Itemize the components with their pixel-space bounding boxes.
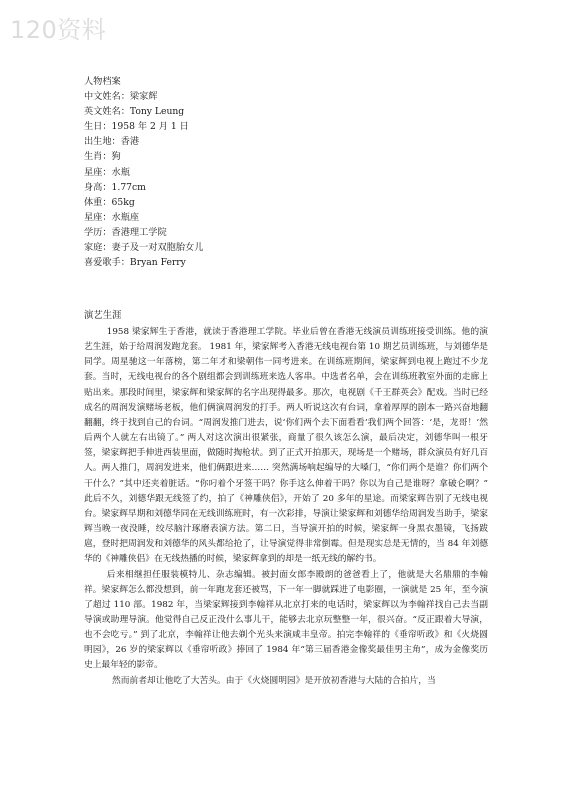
profile-row-constellation: 星座：水瓶座	[84, 211, 140, 223]
watermark: 120资料	[10, 16, 107, 44]
career-paragraph-3: 然而前者却让他吃了大苦头。由于《火烧圆明园》是开放初香港与大陆的合拍片，当	[112, 675, 436, 686]
profile-row-english-name: 英文姓名：Tony Leung	[84, 106, 185, 118]
profile-row-family: 家庭：妻子及一对双胞胎女儿	[84, 242, 204, 254]
profile-row-height: 身高：1.77cm	[84, 181, 146, 193]
profile-row-education: 学历：香港理工学院	[84, 226, 167, 238]
profile-row-birthday: 生日：1958 年 2 月 1 日	[84, 121, 189, 133]
career-body	[84, 325, 488, 689]
profile-section	[84, 74, 514, 270]
profile-heading: 人物档案	[84, 76, 121, 87]
profile-row-weight: 体重：65kg	[84, 196, 135, 208]
profile-row-zodiac: 生肖：狗	[84, 151, 121, 163]
profile-row-favorite-singer: 喜爱歌手：Bryan Ferry	[84, 257, 186, 269]
career-paragraph-1: 1958 梁家辉生于香港，就读于香港理工学院。毕业后曾在香港无线演员训练班接受训练。他的演艺生涯，始于给周润发跑龙套。 1981 年，梁家辉考入香港无线电视台第 10 期艺员训练班，与刘德华是同学。周星驰这一年落榜，第二年才和梁朝伟一同考进来。在训练班期间，梁家辉到电视上跑过不少龙套。当时，无线电视台的各个剧组都会到训练班来选人客串。中选者名单，会在训练班教室外面的走廊上贴出来。那段时间里，梁家辉和梁家辉的名字出现得最多。那次，电视剧《千王群英会》配戏。当时已经成名的周润发演赌场老板，他们俩演周润发的打手。两人听说这次有台词，拿着厚厚的剧本一路兴奋地翻翻翻，终于找到自己的台词。“周润发推门进去，说‘你们两个去下面看看’我们两个回答：‘是，龙哥！’然后两个人就左右出镜了。” 两人对这次演出很紧张，商量了很久该怎么演，最后决定，刘德华叫一根牙签，梁家辉把手伸进西装里面，做随时掏枪状。到了正式开拍那天，现场是一个赌场，群众演员有好几百人。两人推门，周润发进来，他们俩跟进来…… 突然满场响起编导的大嗓门，“你们两个是谁？你们两个干什么？”其中还夹着脏话。“你叼着个牙签干吗？你手这么伸着干吗？你以为自己是谁呀？拿破仑啊？” 此后不久，刘德华跟无线签了约，拍了《神雕侠侣》，开始了 20 多年的星途。而梁家辉告别了无线电视台。梁家辉早期和刘德华同在无线训练班时，有一次彩排，导演让梁家辉和刘德华给周润发当助手，梁家辉当晚一夜没睡，绞尽脑汁琢磨表演方法。第二日，当导演开拍的时候，梁家辉一身黑衣墨镜，飞扬跋扈，登时把周润发和刘德华的风头都给抢了，让导演觉得非常倒霉。但是现实总是无情的，当 84 年刘德华的《神雕侠侣》在无线热播的时候，梁家辉拿到的却是一纸无线的解约书。	[84, 327, 488, 565]
career-paragraph-2: 后来相继担任服装模特儿、杂志编辑。被封面女郎李殿朗的爸爸看上了，他就是大名鼎鼎的李翰祥。梁家辉怎么都没想到，前一年跑龙套还被骂，下一年一脚就踩进了电影圈，一演就是 25 年，至今演了超过 110 部。1982 年，当梁家辉接到李翰祥从北京打来的电话时，梁家辉以为李翰祥找自己去当副导演或助理导演。他觉得自己反正没什么事儿干，能够去北京玩整整一年，很兴奋。“反正跟着大导演，也不会吃亏。” 到了北京，李翰祥让他去剃个光头来演咸丰皇帝。拍完李翰祥的《垂帘听政》和《火烧圆明园》，26 岁的梁家辉以《垂帘听政》捧回了 1984 年“第三届香港金像奖最佳男主角”，成为金像奖历史上最年轻的影帝。	[84, 569, 488, 671]
profile-row-star-sign: 星座：水瓶	[84, 166, 130, 178]
profile-row-birthplace: 出生地：香港	[84, 136, 140, 148]
career-section-title: 演艺生涯	[84, 310, 122, 321]
profile-row-chinese-name: 中文姓名：梁家辉	[84, 91, 158, 103]
